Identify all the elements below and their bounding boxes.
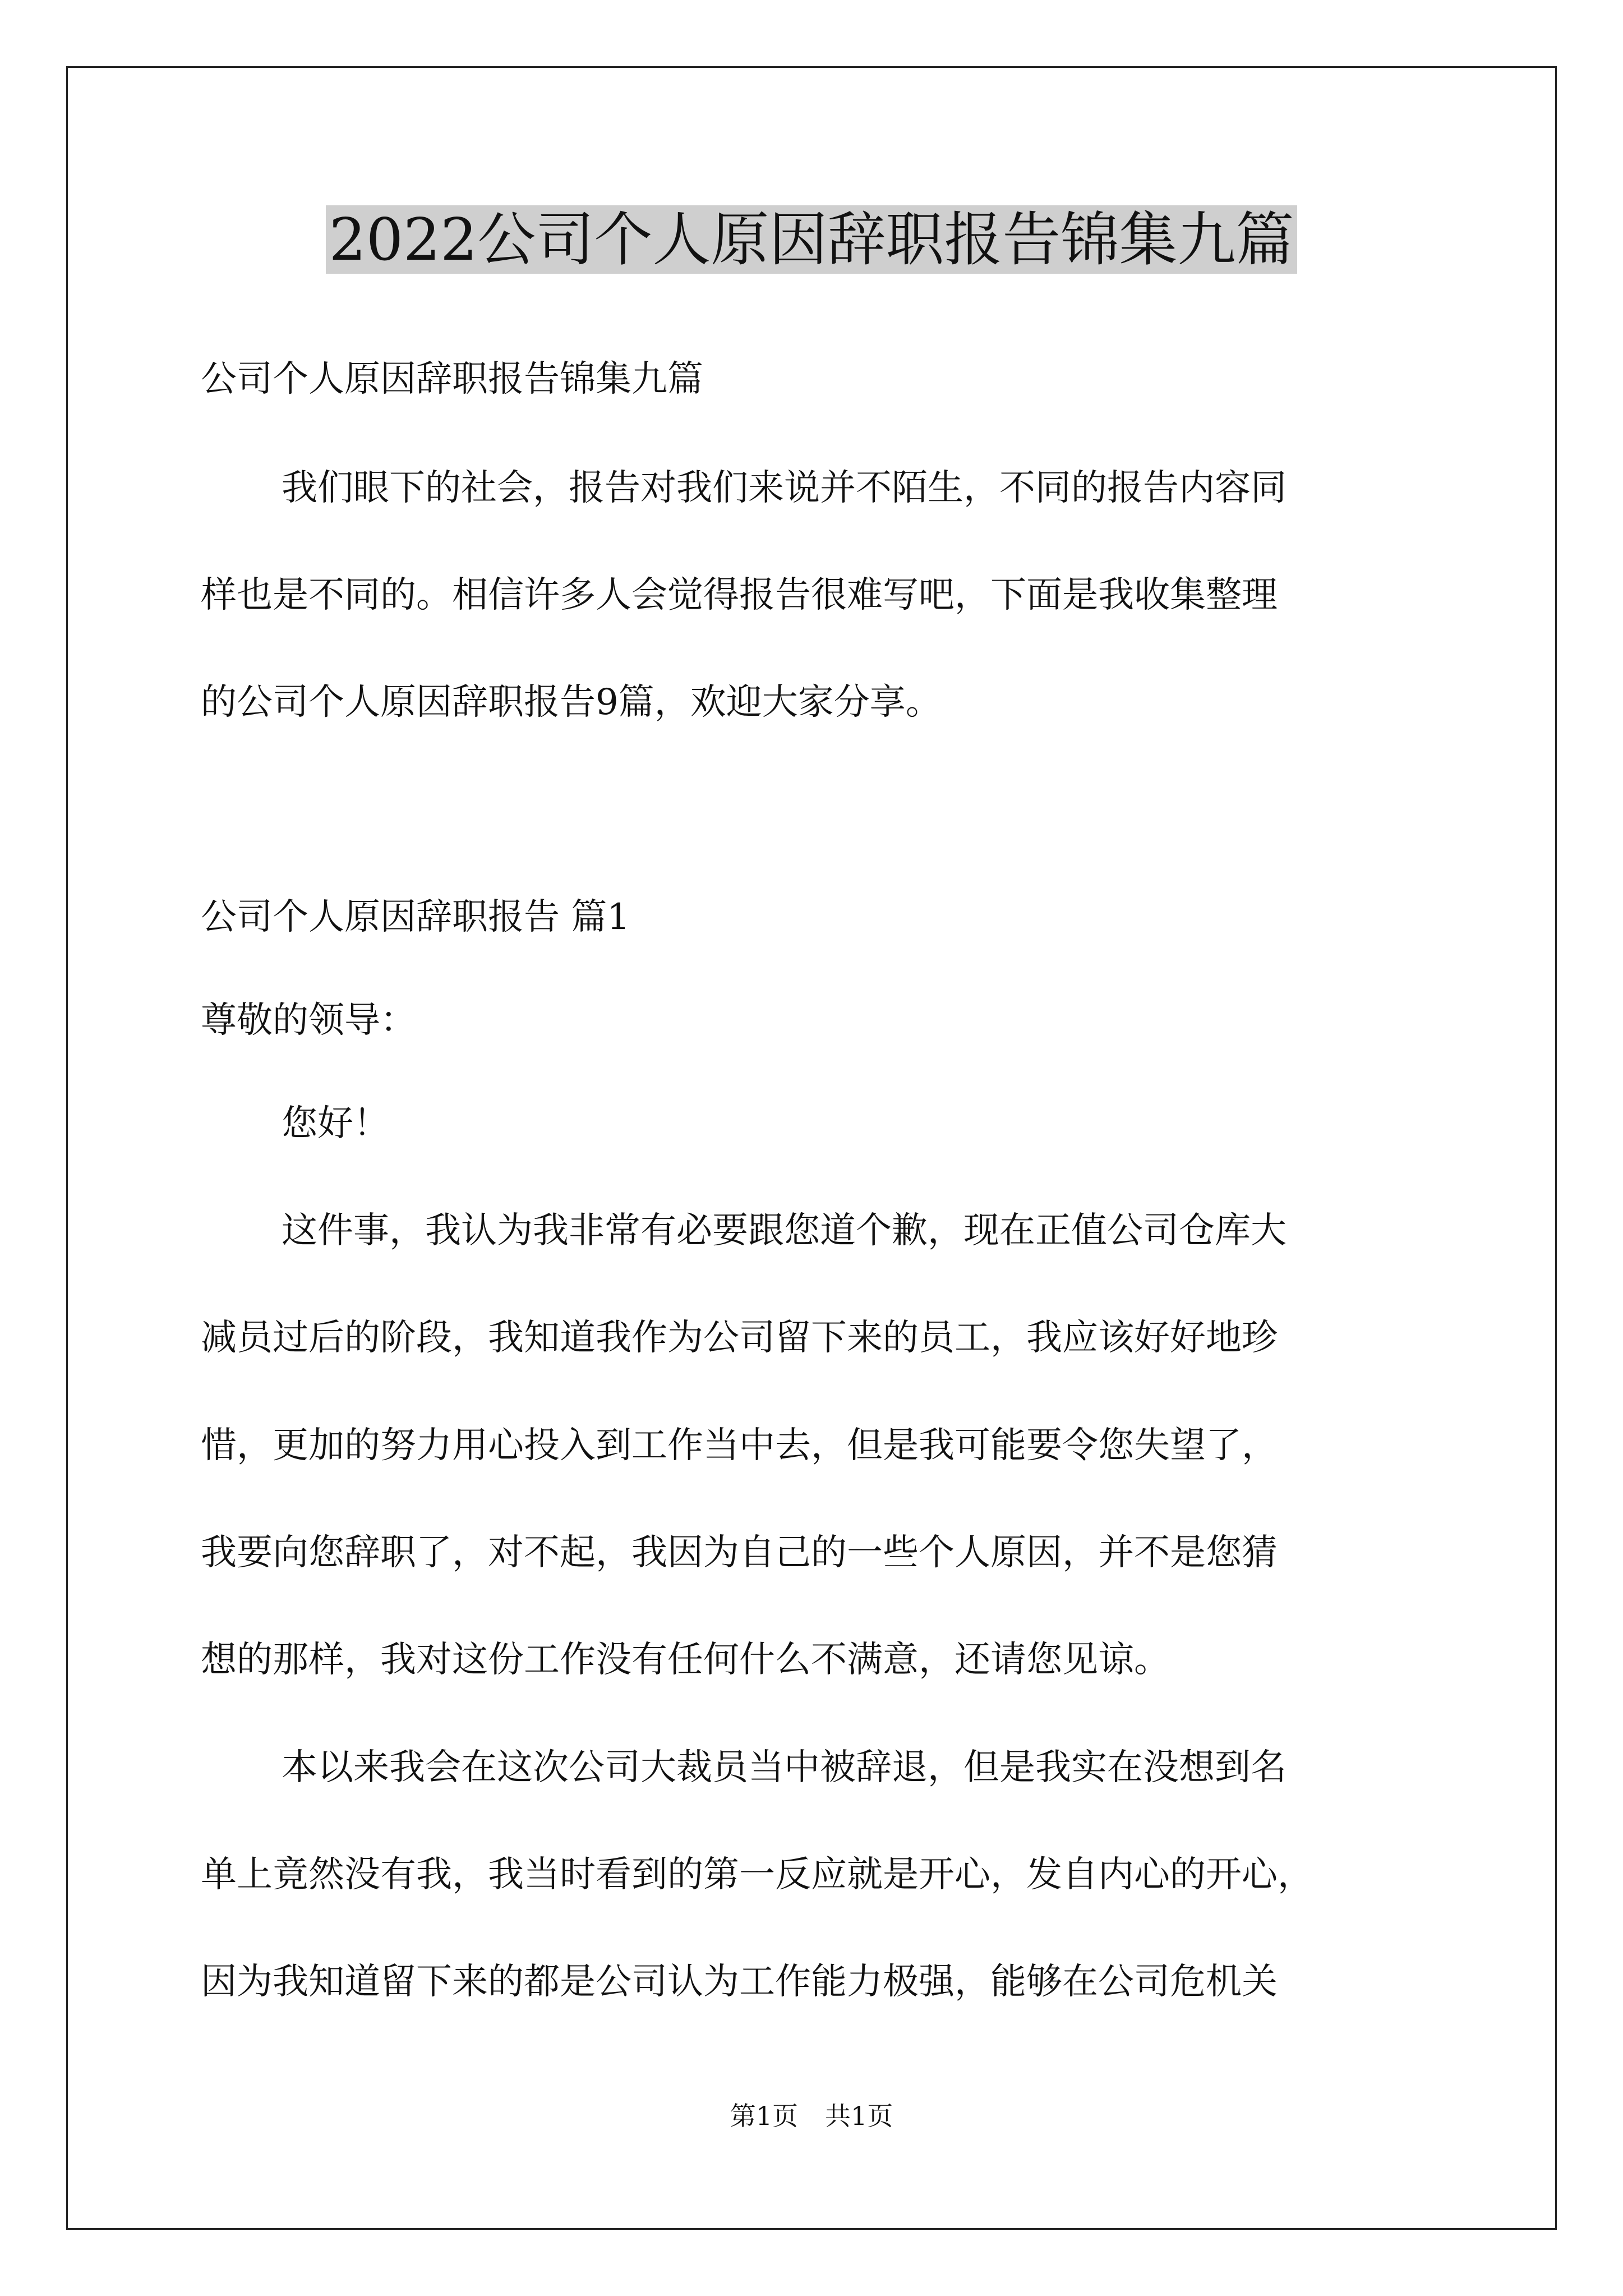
page-number: 第1页	[730, 2101, 798, 2131]
total-pages: 共1页	[825, 2101, 893, 2131]
greeting: 您好！	[282, 1103, 389, 1144]
paragraph1-line-2: 减员过后的阶段，我知道我作为公司留下来的员工，我应该好好地珍	[201, 1317, 1278, 1359]
document-title	[0, 200, 1623, 279]
paragraph1-line-4: 我要向您辞职了，对不起，我因为自己的一些个人原因，并不是您猜	[201, 1532, 1278, 1573]
paragraph2-line-2: 单上竟然没有我，我当时看到的第一反应就是开心，发自内心的开心，	[201, 1854, 1313, 1895]
section-heading: 公司个人原因辞职报告 篇1	[201, 896, 630, 938]
paragraph2-line-1: 本以来我会在这次公司大裁员当中被辞退，但是我实在没想到名	[282, 1747, 1287, 1788]
intro-line-3: 的公司个人原因辞职报告9篇，欢迎大家分享。	[201, 682, 942, 723]
page-footer	[0, 2099, 1623, 2133]
paragraph1-line-5: 想的那样，我对这份工作没有任何什么不满意，还请您见谅。	[201, 1639, 1170, 1681]
intro-line-1: 我们眼下的社会，报告对我们来说并不陌生，不同的报告内容同	[282, 467, 1287, 509]
salutation: 尊敬的领导：	[201, 1000, 416, 1041]
intro-line-2: 样也是不同的。相信许多人会觉得报告很难写吧，下面是我收集整理	[201, 574, 1278, 616]
paragraph1-line-3: 惜，更加的努力用心投入到工作当中去，但是我可能要令您失望了，	[201, 1425, 1278, 1466]
document-title-text: 2022公司个人原因辞职报告锦集九篇	[326, 205, 1298, 274]
paragraph1-line-1: 这件事，我认为我非常有必要跟您道个歉，现在正值公司仓库大	[282, 1210, 1287, 1251]
paragraph2-line-3: 因为我知道留下来的都是公司认为工作能力极强，能够在公司危机关	[201, 1961, 1278, 2003]
document-subtitle: 公司个人原因辞职报告锦集九篇	[201, 358, 703, 400]
